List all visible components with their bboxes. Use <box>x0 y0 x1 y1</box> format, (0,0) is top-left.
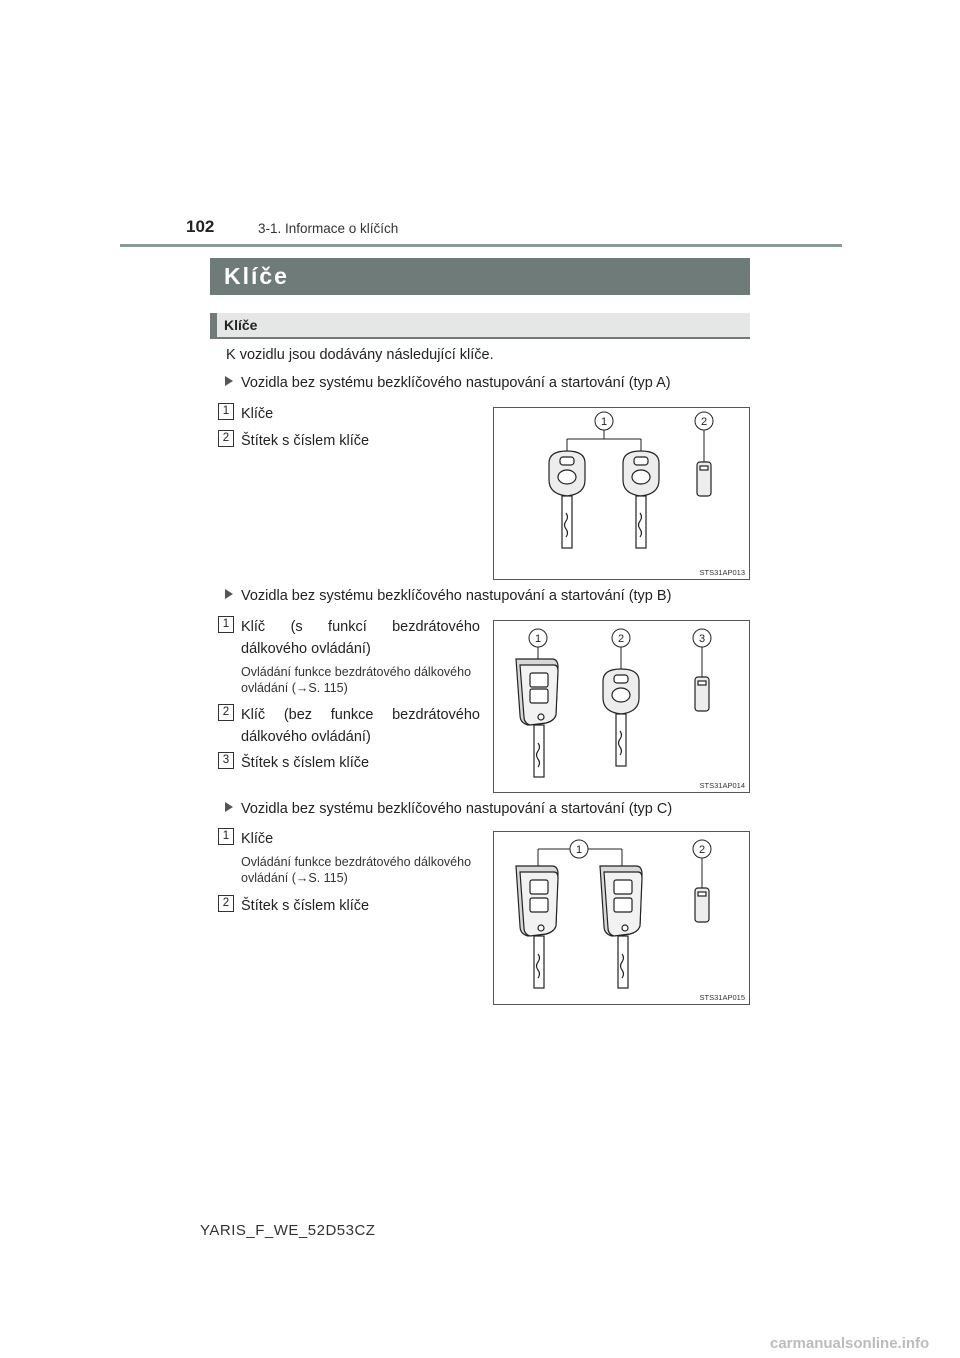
key-number-tag-icon <box>695 677 709 711</box>
keys-type-b-illustration <box>494 621 749 792</box>
key-head-icon <box>603 669 639 766</box>
callout-2: 2 <box>700 416 708 428</box>
item-number-badge: 1 <box>218 616 234 633</box>
item-text: Štítek s číslem klíče <box>241 898 370 914</box>
item-number-badge: 1 <box>218 828 234 845</box>
item-text: Klíč (bez funkce bezdrátového dálkového ovládání) <box>241 707 480 745</box>
item-text: Klíče <box>241 406 274 422</box>
callout-2: 2 <box>617 633 625 645</box>
document-code: YARIS_F_WE_52D53CZ <box>200 1222 376 1239</box>
section-b-item-3 <box>218 752 480 774</box>
bullet-triangle-icon <box>225 376 233 386</box>
section-b-heading-text: Vozidla bez systému bezklíčového nastupování a startování (typ B) <box>241 588 672 604</box>
item-number-badge: 1 <box>218 403 234 420</box>
section-c-heading <box>225 801 672 817</box>
section-a-item-1 <box>218 403 480 425</box>
keys-type-c-illustration <box>494 832 749 1004</box>
keys-type-a-illustration <box>494 408 749 579</box>
figure-keys-type-b <box>493 620 750 793</box>
section-b-item-1 <box>218 616 480 660</box>
figure-code: STS31AP015 <box>699 993 745 1002</box>
remote-key-icon <box>516 866 558 988</box>
section-a-heading <box>225 375 671 391</box>
subsection-title: Klíče <box>224 317 258 333</box>
item-text: Klíče <box>241 831 274 847</box>
subsection-bar <box>210 313 750 339</box>
item-text: Klíč (s funkcí bezdrátového dálkového ovládání) <box>241 619 480 657</box>
key-number-tag-icon <box>697 462 711 496</box>
intro-text: K vozidlu jsou dodávány následující klíče. <box>226 347 494 363</box>
section-title-bar <box>210 258 750 295</box>
figure-code: STS31AP013 <box>699 568 745 577</box>
item-number-badge: 2 <box>218 895 234 912</box>
bullet-triangle-icon <box>225 802 233 812</box>
section-c-note: Ovládání funkce bezdrátového dálkového ovládání (→S. 115) <box>241 855 472 885</box>
section-b-note: Ovládání funkce bezdrátového dálkového ovládání (→S. 115) <box>241 665 472 695</box>
figure-keys-type-a <box>493 407 750 580</box>
item-number-badge: 3 <box>218 752 234 769</box>
figure-code: STS31AP014 <box>699 781 745 790</box>
watermark: carmanualsonline.info <box>770 1335 930 1352</box>
item-number-badge: 2 <box>218 430 234 447</box>
key-head-icon <box>549 451 585 548</box>
key-head-icon <box>623 451 659 548</box>
section-c-item-1 <box>218 828 480 850</box>
item-text: Štítek s číslem klíče <box>241 433 370 449</box>
callout-3: 3 <box>698 633 706 645</box>
remote-key-icon <box>600 866 642 988</box>
header-divider <box>120 244 842 247</box>
item-text: Štítek s číslem klíče <box>241 755 370 771</box>
item-number-badge: 2 <box>218 704 234 721</box>
subsection-accent <box>210 313 217 339</box>
section-b-heading <box>225 588 671 604</box>
section-a-item-2 <box>218 430 480 452</box>
section-title: Klíče <box>224 263 289 289</box>
callout-1: 1 <box>600 416 608 428</box>
section-c-item-2 <box>218 895 480 917</box>
bullet-triangle-icon <box>225 589 233 599</box>
page-number: 102 <box>186 217 215 236</box>
section-c-heading-text: Vozidla bez systému bezklíčového nastupování a startování (typ C) <box>241 801 673 817</box>
figure-keys-type-c <box>493 831 750 1005</box>
remote-key-icon <box>516 659 558 777</box>
key-number-tag-icon <box>695 888 709 922</box>
callout-1: 1 <box>534 633 542 645</box>
callout-2: 2 <box>698 844 706 856</box>
chapter-title: 3-1. Informace o klíčích <box>258 221 399 236</box>
section-a-heading-text: Vozidla bez systému bezklíčového nastupování a startování (typ A) <box>241 375 671 391</box>
callout-1: 1 <box>575 844 583 856</box>
section-b-item-2 <box>218 704 480 748</box>
